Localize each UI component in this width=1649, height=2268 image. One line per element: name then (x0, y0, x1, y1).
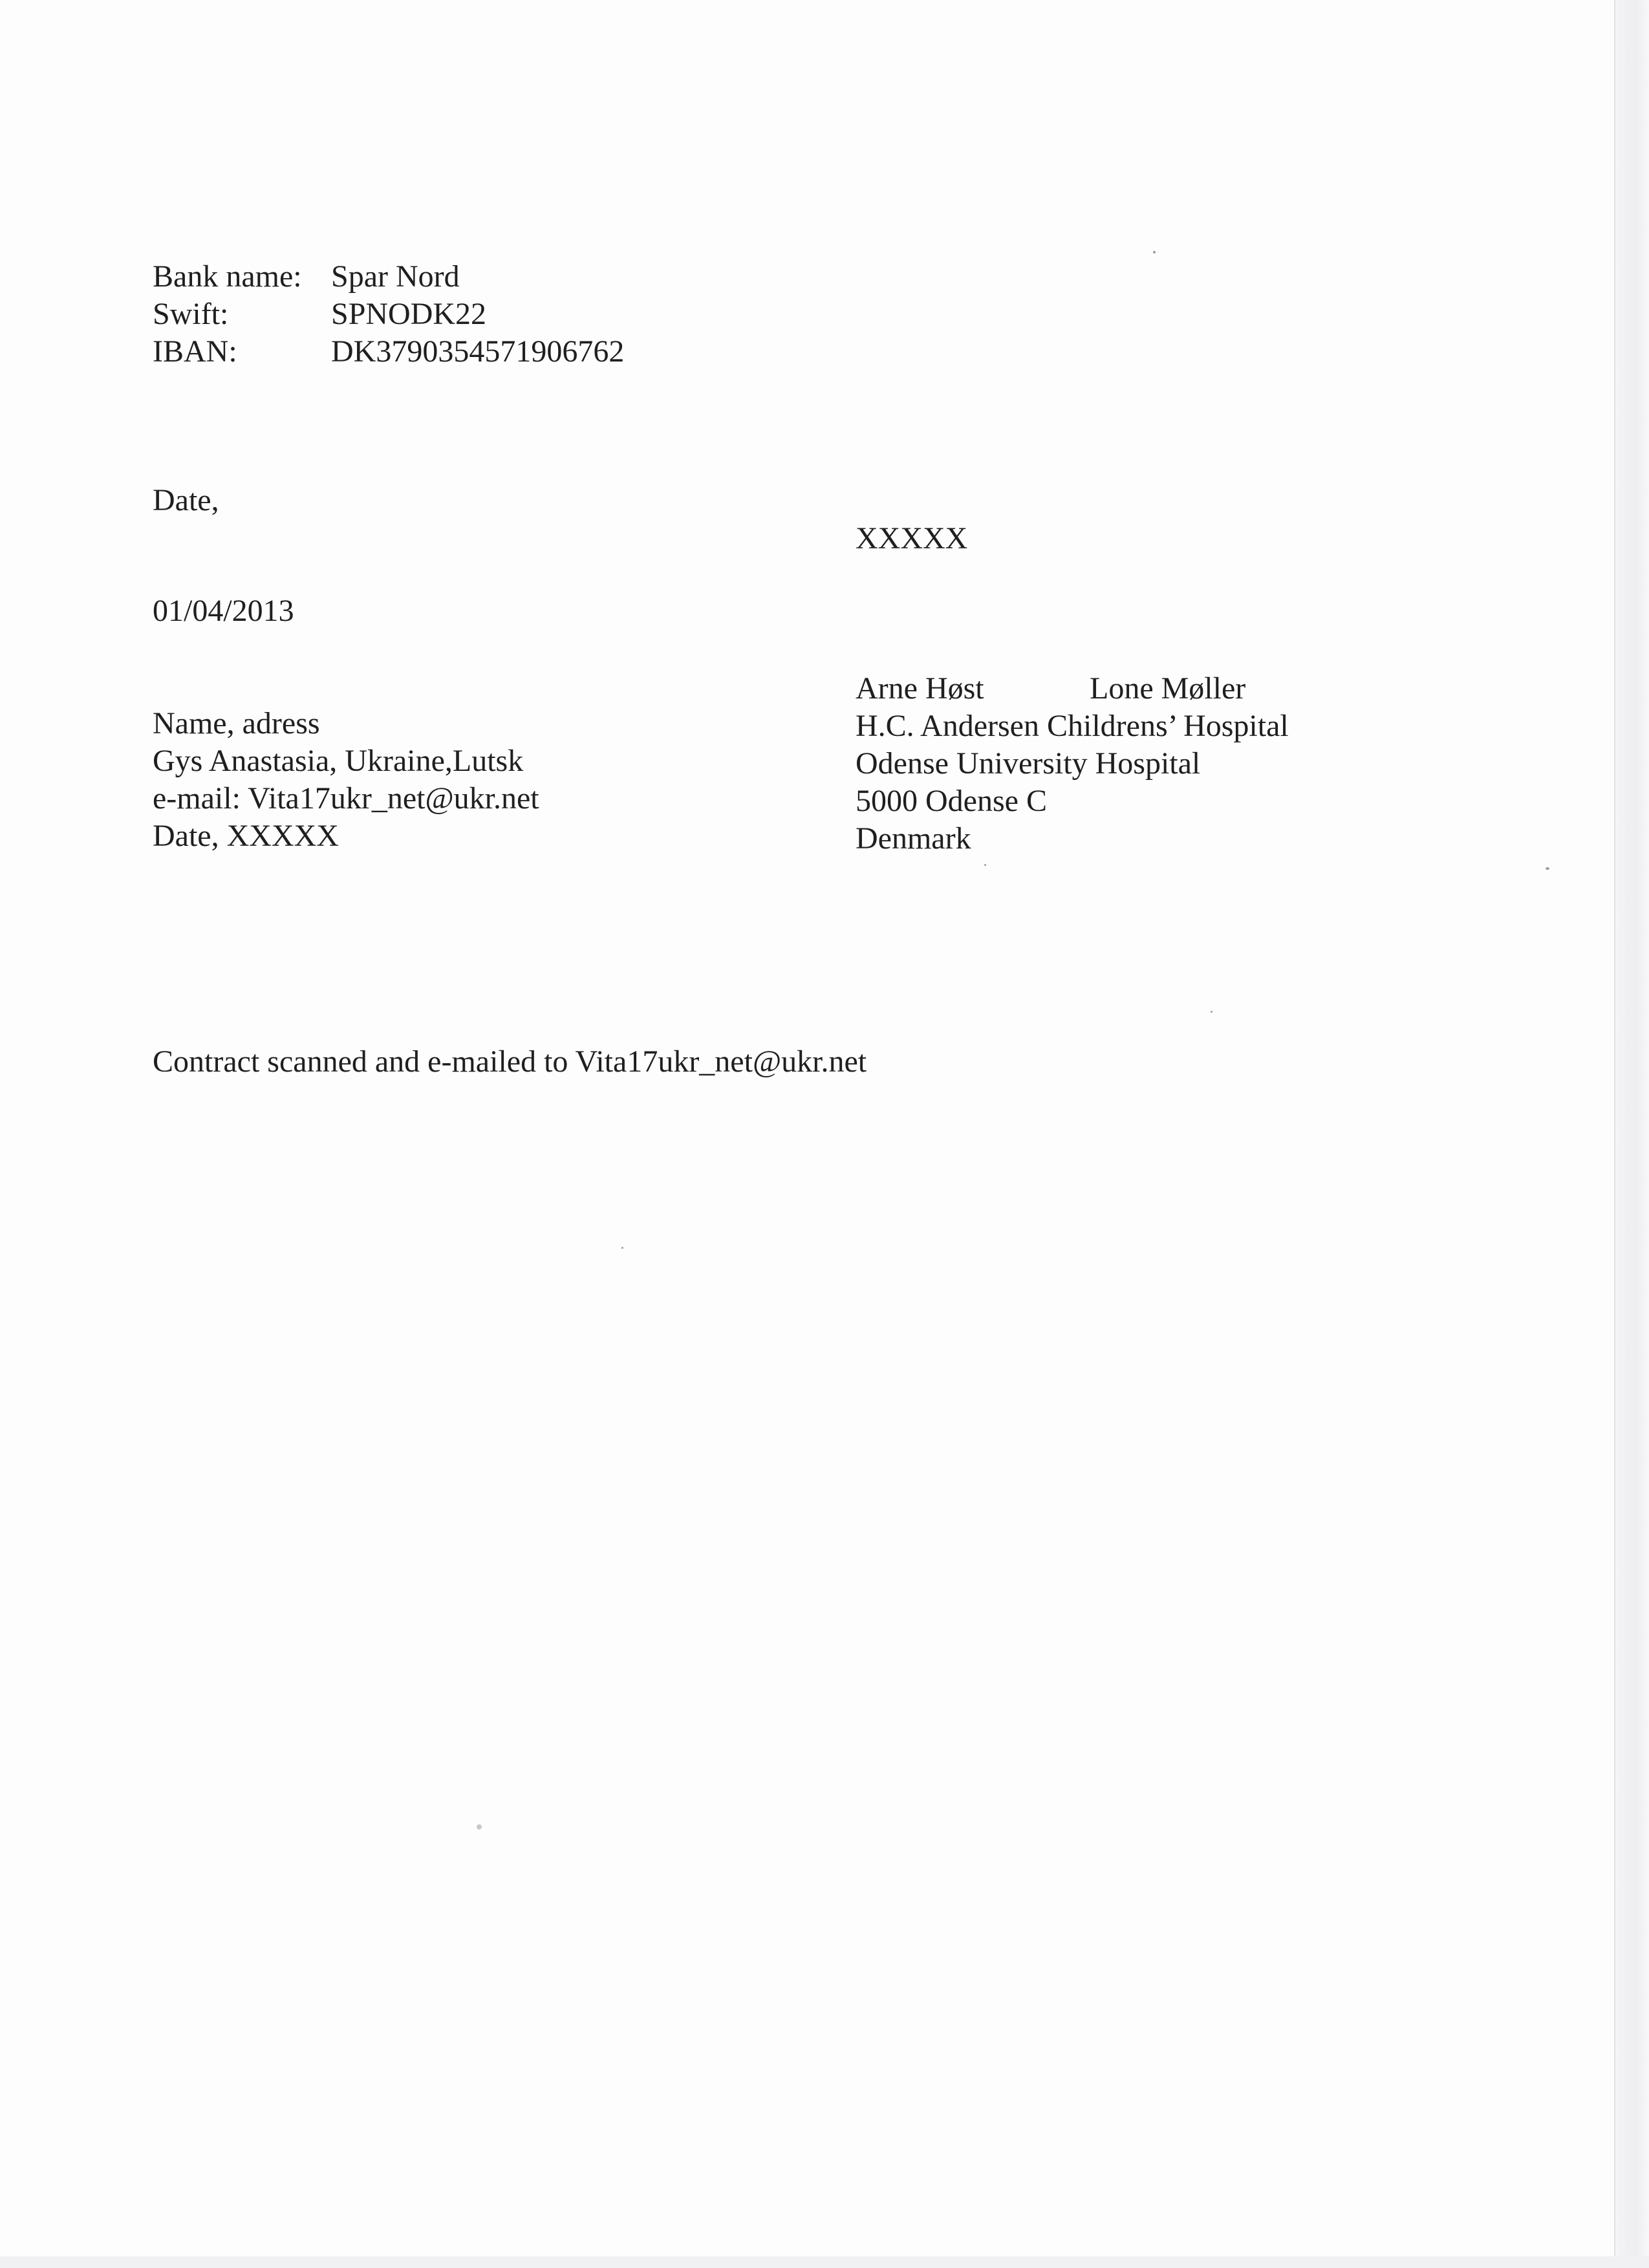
scan-edge-shadow (1614, 0, 1649, 2268)
sender-heading: Name, adress (153, 706, 320, 740)
recipient-institution: Odense University Hospital (856, 746, 1201, 781)
scan-bottom-edge (0, 2256, 1649, 2268)
footer-note: Contract scanned and e-mailed to Vita17ukr_net@ukr.net (153, 1044, 867, 1079)
bank-name-row (153, 258, 460, 296)
date-heading: Date, (153, 483, 219, 517)
iban-row (153, 333, 624, 371)
sender-email: e-mail: Vita17ukr_net@ukr.net (153, 781, 539, 815)
swift-row (153, 296, 486, 333)
swift-label: Swift: (153, 297, 229, 331)
scan-speck (984, 864, 986, 866)
recipient-country: Denmark (856, 821, 971, 856)
scan-speck (1153, 251, 1156, 254)
scan-speck (1211, 1011, 1212, 1013)
recipient-person-2: Lone Møller (1090, 671, 1246, 706)
bank-name-value: Spar Nord (331, 259, 460, 294)
recipient-person-1: Arne Høst (856, 671, 984, 706)
swift-value: SPNODK22 (331, 297, 487, 331)
recipient-placeholder: XXXXX (856, 521, 968, 556)
scan-speck (621, 1247, 623, 1249)
bank-name-label: Bank name: (153, 259, 302, 294)
iban-value: DK3790354571906762 (331, 334, 625, 369)
date-value: 01/04/2013 (153, 594, 294, 628)
scan-speck (1546, 867, 1549, 870)
iban-label: IBAN: (153, 334, 237, 369)
sender-date: Date, XXXXX (153, 819, 339, 853)
sender-name-location: Gys Anastasia, Ukraine,Lutsk (153, 744, 524, 778)
recipient-postal: 5000 Odense C (856, 784, 1047, 818)
scan-speck (477, 1824, 482, 1830)
recipient-department: H.C. Andersen Childrens’ Hospital (856, 709, 1289, 743)
